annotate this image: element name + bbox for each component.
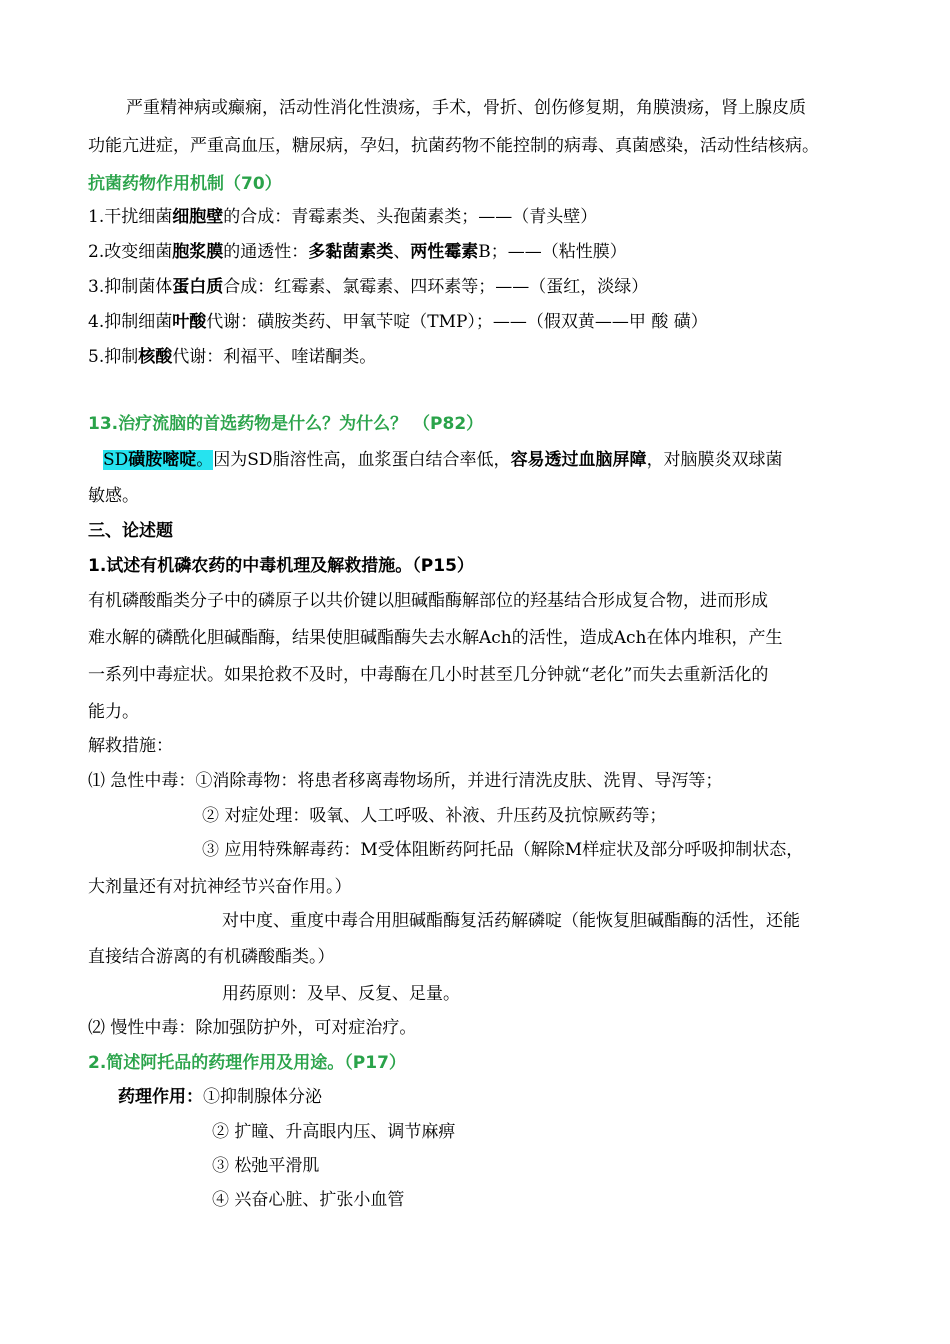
pharmacology-line-1: 药理作用：①抑制腺体分泌 xyxy=(118,1087,322,1107)
pharmacology-line-4: ④ 兴奋心脏、扩张小血管 xyxy=(212,1190,405,1210)
question-13-answer-line-1: SD磺胺嘧啶。因为SD脂溶性高，血浆蛋白结合率低，容易透过血脑屏障，对脑膜炎双球菌 xyxy=(103,450,783,470)
essay-q1-para-line-2: 难水解的磷酰化胆碱酯酶，结果使胆碱酯酶失去水解Ach的活性，造成Ach在体内堆积，产生 xyxy=(88,628,783,648)
antidote-line-2: 大剂量还有对抗神经节兴奋作用。） xyxy=(88,877,352,897)
moderate-severe-line-1: 对中度、重度中毒合用胆碱酯酶复活药解磷啶（能恢复胆碱酯酶的活性，还能 xyxy=(222,911,800,931)
drug-principle-line: 用药原则：及早、反复、足量。 xyxy=(222,984,460,1004)
question-13-heading: 13.治疗流脑的首选药物是什么？为什么？ （P82） xyxy=(88,414,484,434)
essay-question-1-heading: 1.试述有机磷农药的中毒机理及解救措施。（P15） xyxy=(88,556,474,576)
mechanism-item-2: 2.改变细菌胞浆膜的通透性：多黏菌素类、两性霉素B；——（粘性膜） xyxy=(88,242,627,262)
acute-poisoning-line: ⑴ 急性中毒：①消除毒物：将患者移离毒物场所，并进行清洗皮肤、洗胃、导泻等； xyxy=(88,771,723,791)
mechanism-heading: 抗菌药物作用机制（70） xyxy=(88,174,282,194)
antidote-line-1: ③ 应用特殊解毒药：M受体阻断药阿托品（解除M样症状及部分呼吸抑制状态， xyxy=(202,840,804,860)
chronic-poisoning-line: ⑵ 慢性中毒：除加强防护外，可对症治疗。 xyxy=(88,1018,417,1038)
highlight-sd-sulfadiazine: SD磺胺嘧啶。 xyxy=(103,450,214,470)
symptomatic-treatment-line: ② 对症处理：吸氧、人工呼吸、补液、升压药及抗惊厥药等； xyxy=(202,806,667,826)
pharmacology-line-2: ② 扩瞳、升高眼内压、调节麻痹 xyxy=(212,1122,456,1142)
mechanism-item-3: 3.抑制菌体蛋白质合成：红霉素、氯霉素、四环素等；——（蛋红，淡绿） xyxy=(88,277,649,297)
section-heading: 三、论述题 xyxy=(88,521,173,541)
rescue-label: 解救措施： xyxy=(88,736,173,756)
contraindication-line-1: 严重精神病或癫痫，活动性消化性溃疡，手术，骨折、创伤修复期，角膜溃疡，肾上腺皮质 xyxy=(126,98,806,118)
contraindication-line-2: 功能亢进症，严重高血压，糖尿病，孕妇，抗菌药物不能控制的病毒、真菌感染，活动性结核病。 xyxy=(88,136,819,156)
mechanism-item-1: 1.干扰细菌细胞壁的合成：青霉素类、头孢菌素类；——（青头壁） xyxy=(88,207,598,227)
moderate-severe-line-2: 直接结合游离的有机磷酸酯类。） xyxy=(88,947,335,967)
essay-q1-para-line-3: 一系列中毒症状。如果抢救不及时，中毒酶在几小时甚至几分钟就“老化”而失去重新活化的 xyxy=(88,665,769,685)
mechanism-item-4: 4.抑制细菌叶酸代谢：磺胺类药、甲氧苄啶（TMP）；——（假双黄——甲 酸 磺） xyxy=(88,312,708,332)
mechanism-item-5: 5.抑制核酸代谢：利福平、喹诺酮类。 xyxy=(88,347,377,367)
essay-q1-para-line-1: 有机磷酸酯类分子中的磷原子以共价键以胆碱酯酶解部位的羟基结合形成复合物，进而形成 xyxy=(88,591,768,611)
pharmacology-line-3: ③ 松弛平滑肌 xyxy=(212,1156,320,1176)
essay-question-2-heading: 2.简述阿托品的药理作用及用途。（P17） xyxy=(88,1053,406,1073)
question-13-answer-line-2: 敏感。 xyxy=(88,486,139,506)
essay-q1-para-line-4: 能力。 xyxy=(88,702,139,722)
